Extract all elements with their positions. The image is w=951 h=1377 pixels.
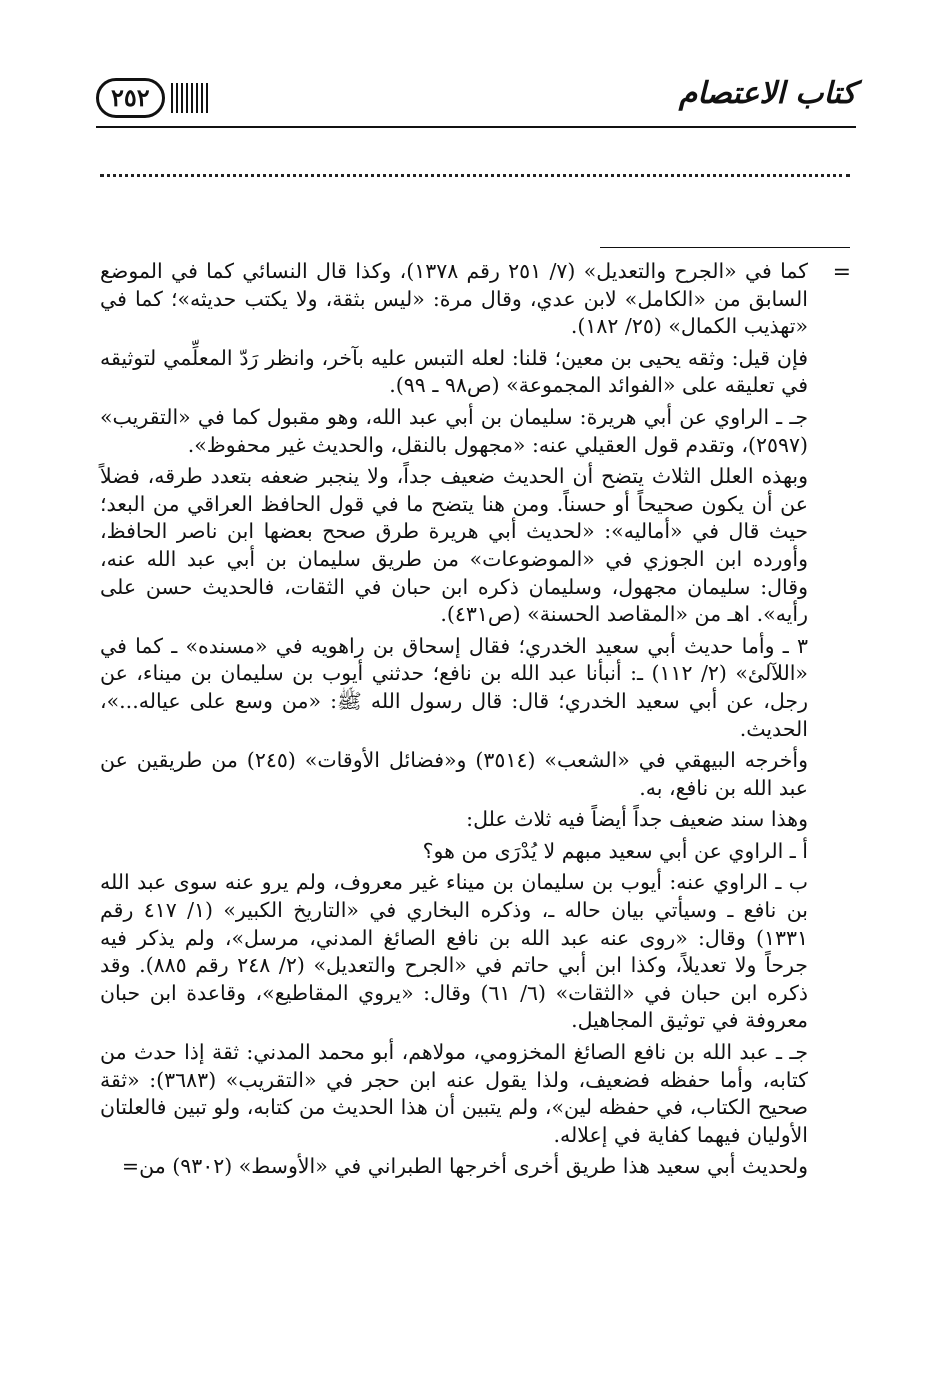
header-rule	[96, 126, 856, 128]
paragraph-5: ٣ ـ وأما حديث أبي سعيد الخدري؛ فقال إسحاق بن راهويه في «مسنده» ـ كما في «اللآلئ» (٢/ ١١٢) ـ: أنبأنا عبد الله بن نافع؛ حدثني أيوب بن سليمان بن ميناء، عن رجل، عن أبي سعيد الخدري؛ قال: قال رسول الله ﷺ: «من وسع على عياله...»، الحديث.	[100, 633, 808, 741]
paragraph-9: ب ـ الراوي عنه: أيوب بن سليمان بن ميناء غير معروف، ولم يرو عنه سوى عبد الله بن نافع ـ وسيأتي بيان حاله ـ، وذكره البخاري في «التاريخ الكبير» (١/ ٤١٧ رقم ١٣٣١) وقال: «روى عنه عبد الله بن نافع الصائغ المدني، مرسل»، ولم يذكر فيه جرحاً ولا تعديلاً، وكذا ابن أبي حاتم في «الجرح والتعديل» (٢/ ٢٤٨ رقم ٨٨٥). وقد ذكره ابن حبان في «الثقات» (٦/ ٦١) وقال: «يروي المقاطيع»، وقاعدة ابن حبان معروفة في توثيق المجاهيل.	[100, 870, 808, 1033]
book-title: كتاب الاعتصام	[678, 76, 856, 111]
footnote-separator	[600, 247, 850, 248]
paragraph-6: وأخرجه البيهقي في «الشعب» (٣٥١٤) و«فضائل الأوقات» (٢٤٥) من طريقين عن عبد الله بن نافع، به.	[100, 748, 809, 800]
page-header	[96, 72, 856, 128]
paragraph-11: ولحديث أبي سعيد هذا طريق أخرى أخرجها الطبراني في «الأوسط» (٩٣٠٢) من=	[121, 1154, 808, 1179]
paragraph-2: فإن قيل: وثقه يحيى بن معين؛ قلنا: لعله التبس عليه بآخر، وانظر رَدّ المعلِّمي لتوثيقه في تعليقه على «الفوائد المجموعة» (ص٩٨ ـ ٩٩).	[100, 345, 808, 398]
paragraph-10: جـ ـ عبد الله بن نافع الصائغ المخزومي، مولاهم، أبو محمد المدني: ثقة إذا حدث من كتابه، وأما حفظه فضعيف، ولذا يقول عنه ابن حجر في «التقريب» (٣٦٨٣): «ثقة صحيح الكتاب، في حفظه لين»، ولم يتبين أن هذا الحديث من كتابه، ولو تبين فالعلتان الأوليان فيهما كفاية في إعلاله.	[100, 1040, 808, 1147]
dotted-separator	[100, 174, 850, 177]
paragraph-8: أ ـ الراوي عن أبي سعيد مبهم لا يُدْرَى من هو؟	[422, 838, 808, 863]
page-number-ornament	[96, 78, 211, 118]
paragraph-7: وهذا سند ضعيف جداً أيضاً فيه ثلاث علل:	[466, 807, 808, 832]
paragraph-1: كما في «الجرح والتعديل» (٧/ ٢٥١ رقم ١٣٧٨)، وكذا قال النسائي كما في الموضع السابق من «الكامل» لابن عدي، وقال مرة: «ليس بثقة، ولا يكتب حديثه»؛ كما في «تهذيب الكمال» (٢٥/ ١٨٢).	[100, 259, 808, 339]
header-hatch-ornament	[171, 83, 211, 113]
page-number: ٢٥٢	[96, 78, 165, 118]
paragraph-4: وبهذه العلل الثلاث يتضح أن الحديث ضعيف جداً، ولا ينجبر ضعفه بتعدد طرقه، فضلاً عن أن يكون صحيحاً أو حسناً. ومن هنا يتضح ما في قول الحافظ العراقي من البعد؛ حيث قال في «أماليه»: «لحديث أبي هريرة طرق صحح بعضها ابن ناصر الحافظ، وأورده ابن الجوزي في «الموضوعات» من طريق سليمان بن أبي عبد الله عنه، وقال: سليمان مجهول، وسليمان ذكره ابن حبان في الثقات، فالحديث حسن على رأيه». اهـ من «المقاصد الحسنة» (ص٤٣١).	[100, 464, 808, 627]
paragraph-3: جـ ـ الراوي عن أبي هريرة: سليمان بن أبي عبد الله، وهو مقبول كما في «التقريب» (٢٥٩٧)، وتقدم قول العقيلي عنه: «مجهول بالنقل، والحديث غير محفوظ».	[100, 404, 808, 457]
footnote-text	[100, 258, 808, 1185]
continuation-mark-start: =	[832, 260, 851, 285]
